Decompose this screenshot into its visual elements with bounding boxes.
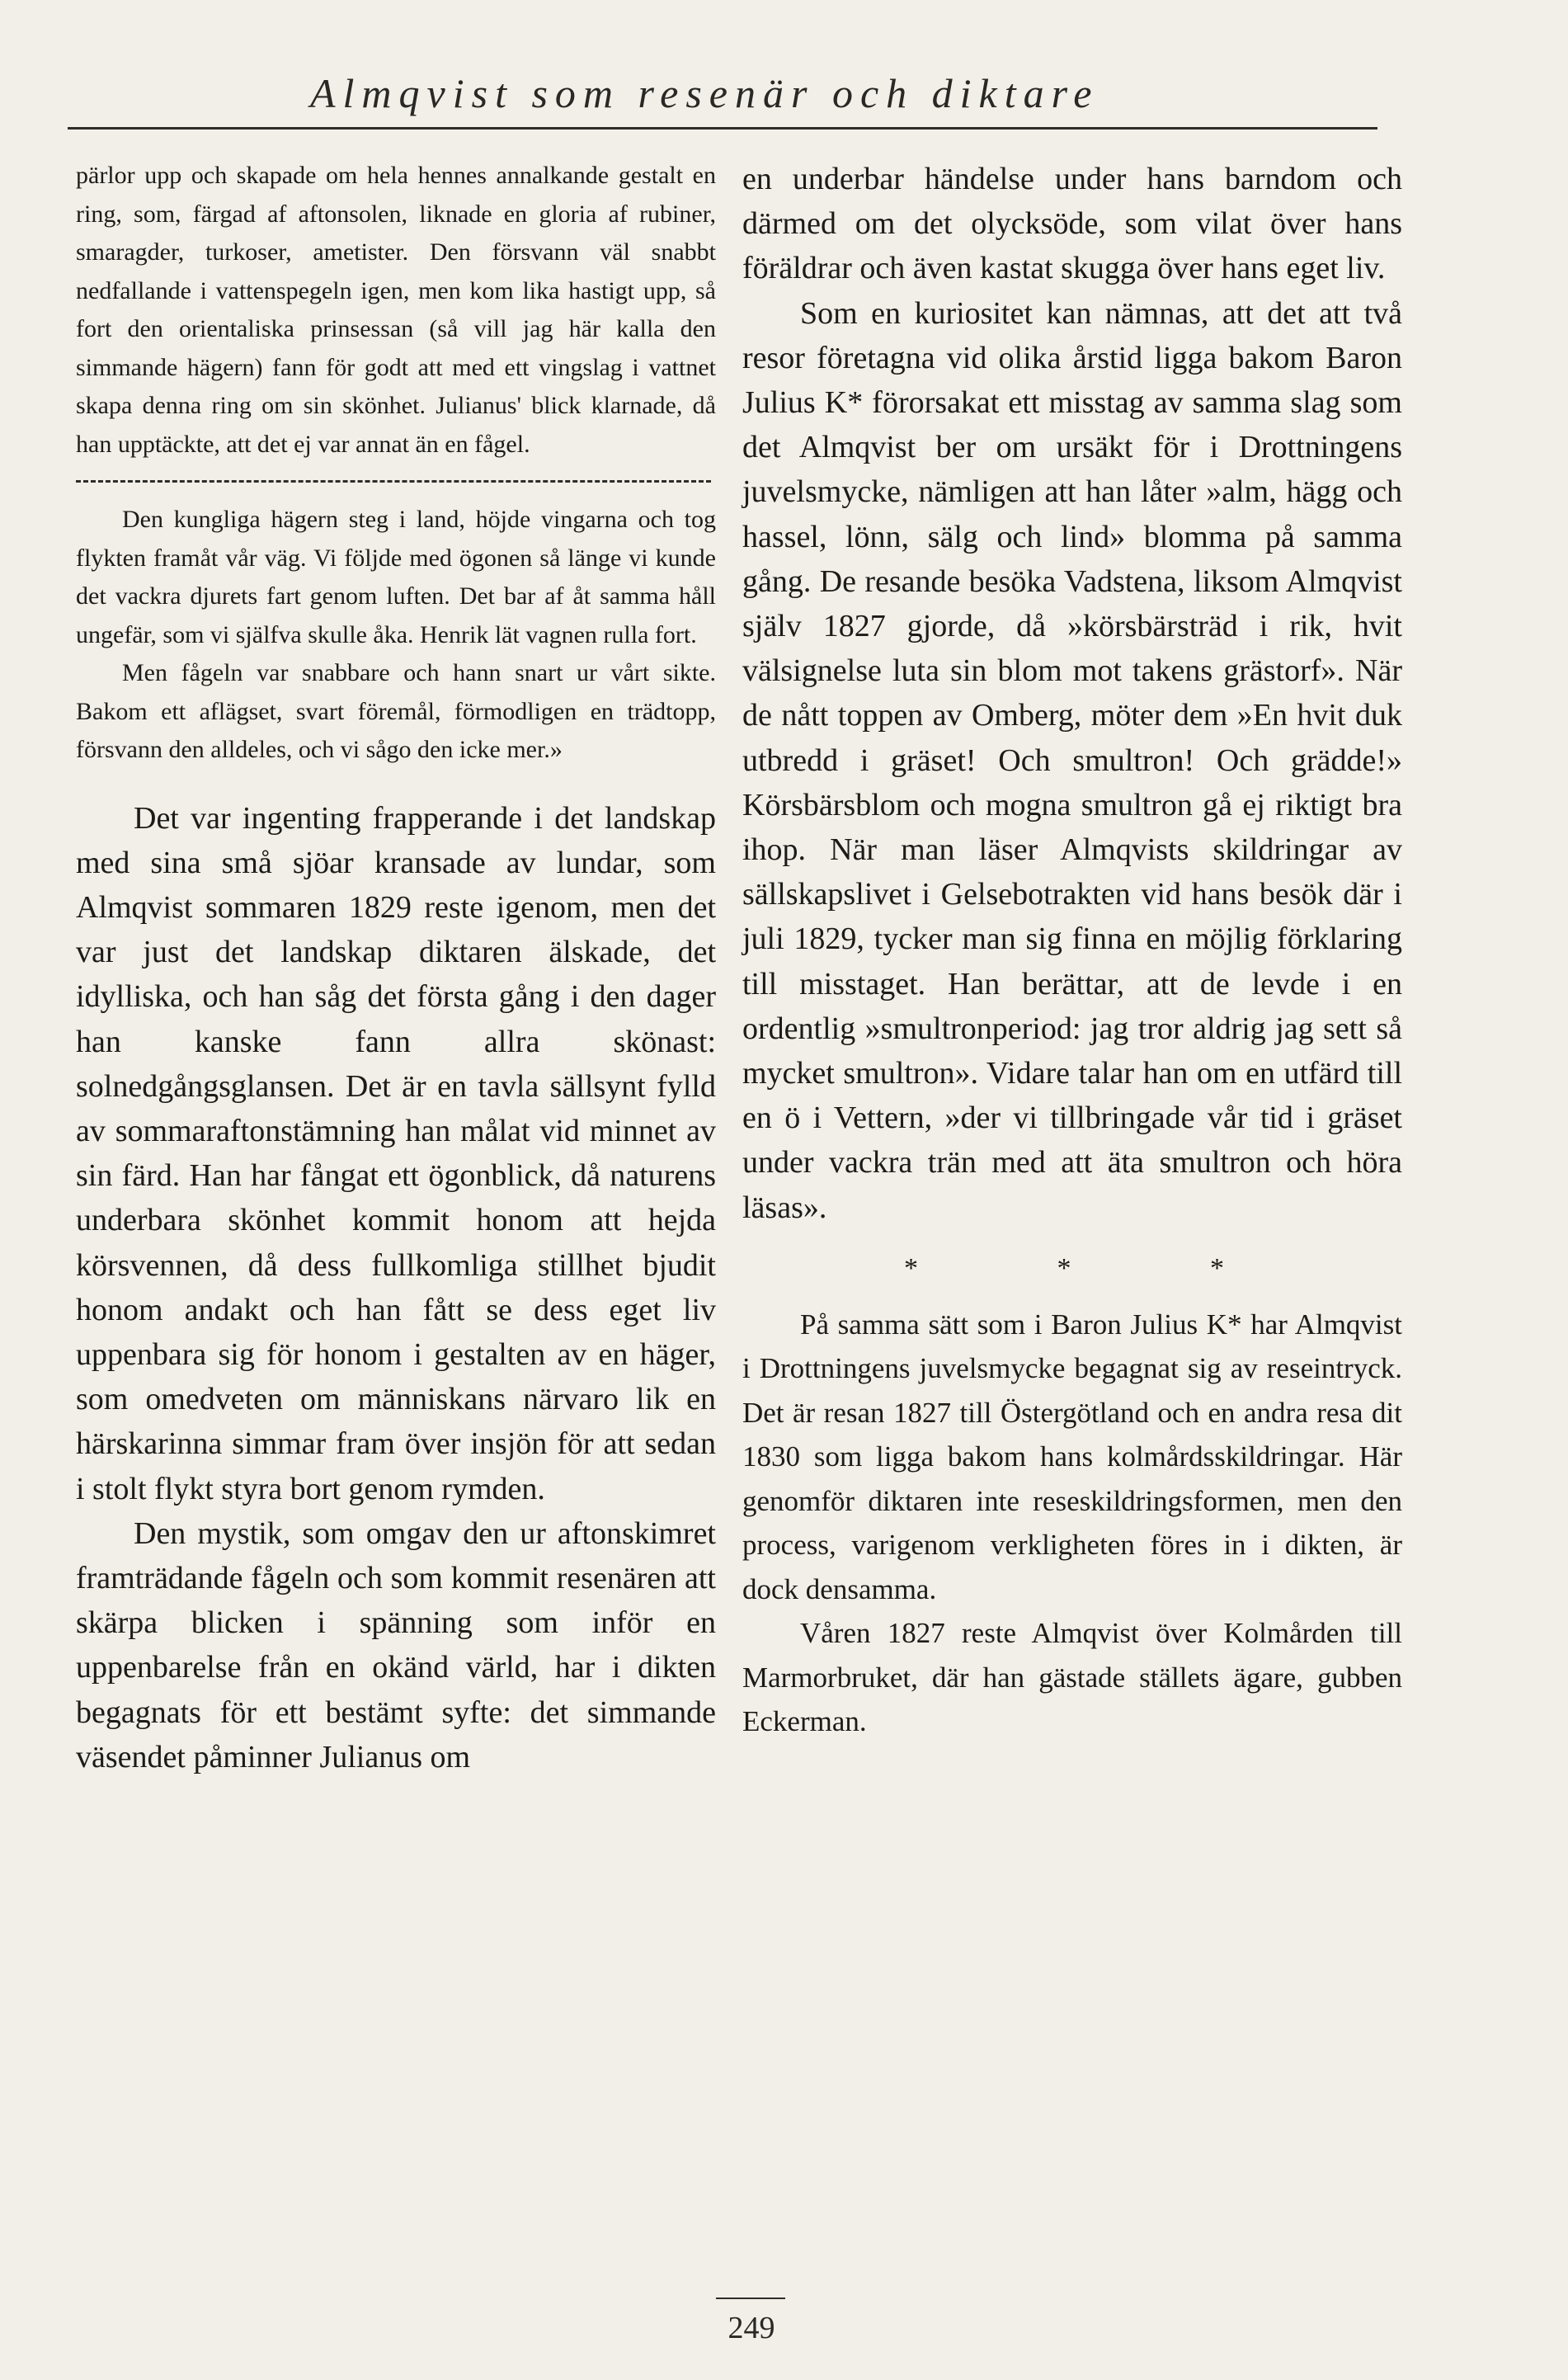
running-head: Almqvist som resenär och diktare xyxy=(310,70,1099,116)
dashed-divider xyxy=(76,480,711,483)
body-paragraph: Det var ingenting frapperande i det landskap med sina små sjöar kransade av lundar, som Almqvist sommaren 1829 reste igenom, men det var just det landskap diktaren älskade, det idylliska, och han såg det första gång i den dager han kanske fann allra skönast: solnedgångsglansen. Det är en tavla sällsynt fylld av sommaraftonstämning han målat vid minnet av sin färd. Han har fångat ett ögonblick, då naturens underbara skönhet kommit honom att hejda körsvennen, då dess fullkomliga stillhet bjudit honom andakt och han fått se dess eget liv uppenbara sig för honom i gestalten av en häger, som omedveten om människans närvaro lik en härskarinna simmar fram över insjön för att sedan i stolt flykt styra bort genom rymden. xyxy=(76,800,716,1506)
body-text-continued xyxy=(742,1303,1402,1744)
body-paragraph: en underbar händelse under hans barndom och därmed om det olycksöde, som vilat över hans föräldrar och även kastat skugga över hans eget liv. xyxy=(742,162,1402,286)
quote-block xyxy=(76,157,716,770)
body-paragraph: Som en kuriositet kan nämnas, att det att två resor företagna vid olika årstid ligga bakom Baron Julius K* förorsakat ett misstag av samma slag som det Almqvist ber om ursäkt för i Drottningens juvelsmycke, nämligen att han låter »alm, hägg och hassel, lönn, sälg och lind» blomma på samma gång. De resande besöka Vadstena, liksom Almqvist själv 1827 gjorde, då »körsbärsträd i rik, hvit välsignelse luta sin blom mot takens grästorf». När de nått toppen av Omberg, möter dem »En hvit duk utbredd i gräset! Och smultron! Och grädde!» Körsbärsblom och mogna smultron gå ej riktigt bra ihop. När man läser Almqvists skildringar av sällskapslivet i Gelsebotrakten vid hans besök där i juli 1829, tycker man sig finna en möjlig förklaring till misstaget. Han berättar, att de levde i en ordentlig »smultronperiod: jag tror aldrig jag sett så mycket smultron». Vidare talar han om en utfärd till en ö i Vettern, »der vi tillbringade vår tid i gräset under vackra trän med att äta smultron och höra läsas». xyxy=(742,295,1402,1225)
body-text xyxy=(742,157,1402,1230)
left-column xyxy=(76,157,716,1779)
right-column xyxy=(742,157,1402,1744)
body-text xyxy=(76,796,716,1779)
page-number: 249 xyxy=(727,2311,775,2345)
section-asterisms: * * * xyxy=(904,1252,1290,1284)
quote-paragraph: Men fågeln var snabbare och hann snart ur vårt sikte. Bakom ett aflägset, svart föremål, förmodligen en trädtopp, försvann den alldeles, och vi sågo den icke mer.» xyxy=(76,659,716,763)
quote-paragraph: pärlor upp och skapade om hela hennes annalkande gestalt en ring, som, färgad af aftonsolen, liknade en gloria af rubiner, smaragder, turkoser, ametister. Den försvann väl snabbt nedfallande i vattenspegeln igen, men kom lika hastigt upp, så fort den orientaliska prinsessan (så vill jag här kalla den simmande hägern) fann för godt att med ett vingslag i vattnet skapa denna ring om sin skönhet. Julianus' blick klarnade, då han upptäckte, att det ej var annat än en fågel. xyxy=(76,162,716,458)
quote-paragraph: Den kungliga hägern steg i land, höjde vingarna och tog flykten framåt vår väg. Vi följde med ögonen så länge vi kunde det vackra djurets fart genom luften. Det bar af åt samma håll ungefär, som vi själfva skulle åka. Henrik lät vagnen rulla fort. xyxy=(76,506,716,648)
body-paragraph: Den mystik, som omgav den ur aftonskimret framträdande fågeln och som kommit resenären att skärpa blicken i spänning som inför en uppenbarelse från en okänd värld, har i dikten begagnats för ett bestämt syfte: det simmande väsendet påminner Julianus om xyxy=(76,1515,716,1774)
body-paragraph: Våren 1827 reste Almqvist över Kolmården till Marmorbruket, där han gästade ställets ägare, gubben Eckerman. xyxy=(742,1617,1402,1738)
footer-rule xyxy=(716,2298,785,2299)
header-rule xyxy=(68,127,1377,130)
body-paragraph: På samma sätt som i Baron Julius K* har Almqvist i Drottningens juvelsmycke begagnat sig av reseintryck. Det är resan 1827 till Östergötland och en andra resa dit 1830 som ligga bakom hans kolmårdsskildringar. Här genomför diktaren inte reseskildringsformen, men den process, varigenom verkligheten föres in i dikten, är dock densamma. xyxy=(742,1308,1402,1605)
